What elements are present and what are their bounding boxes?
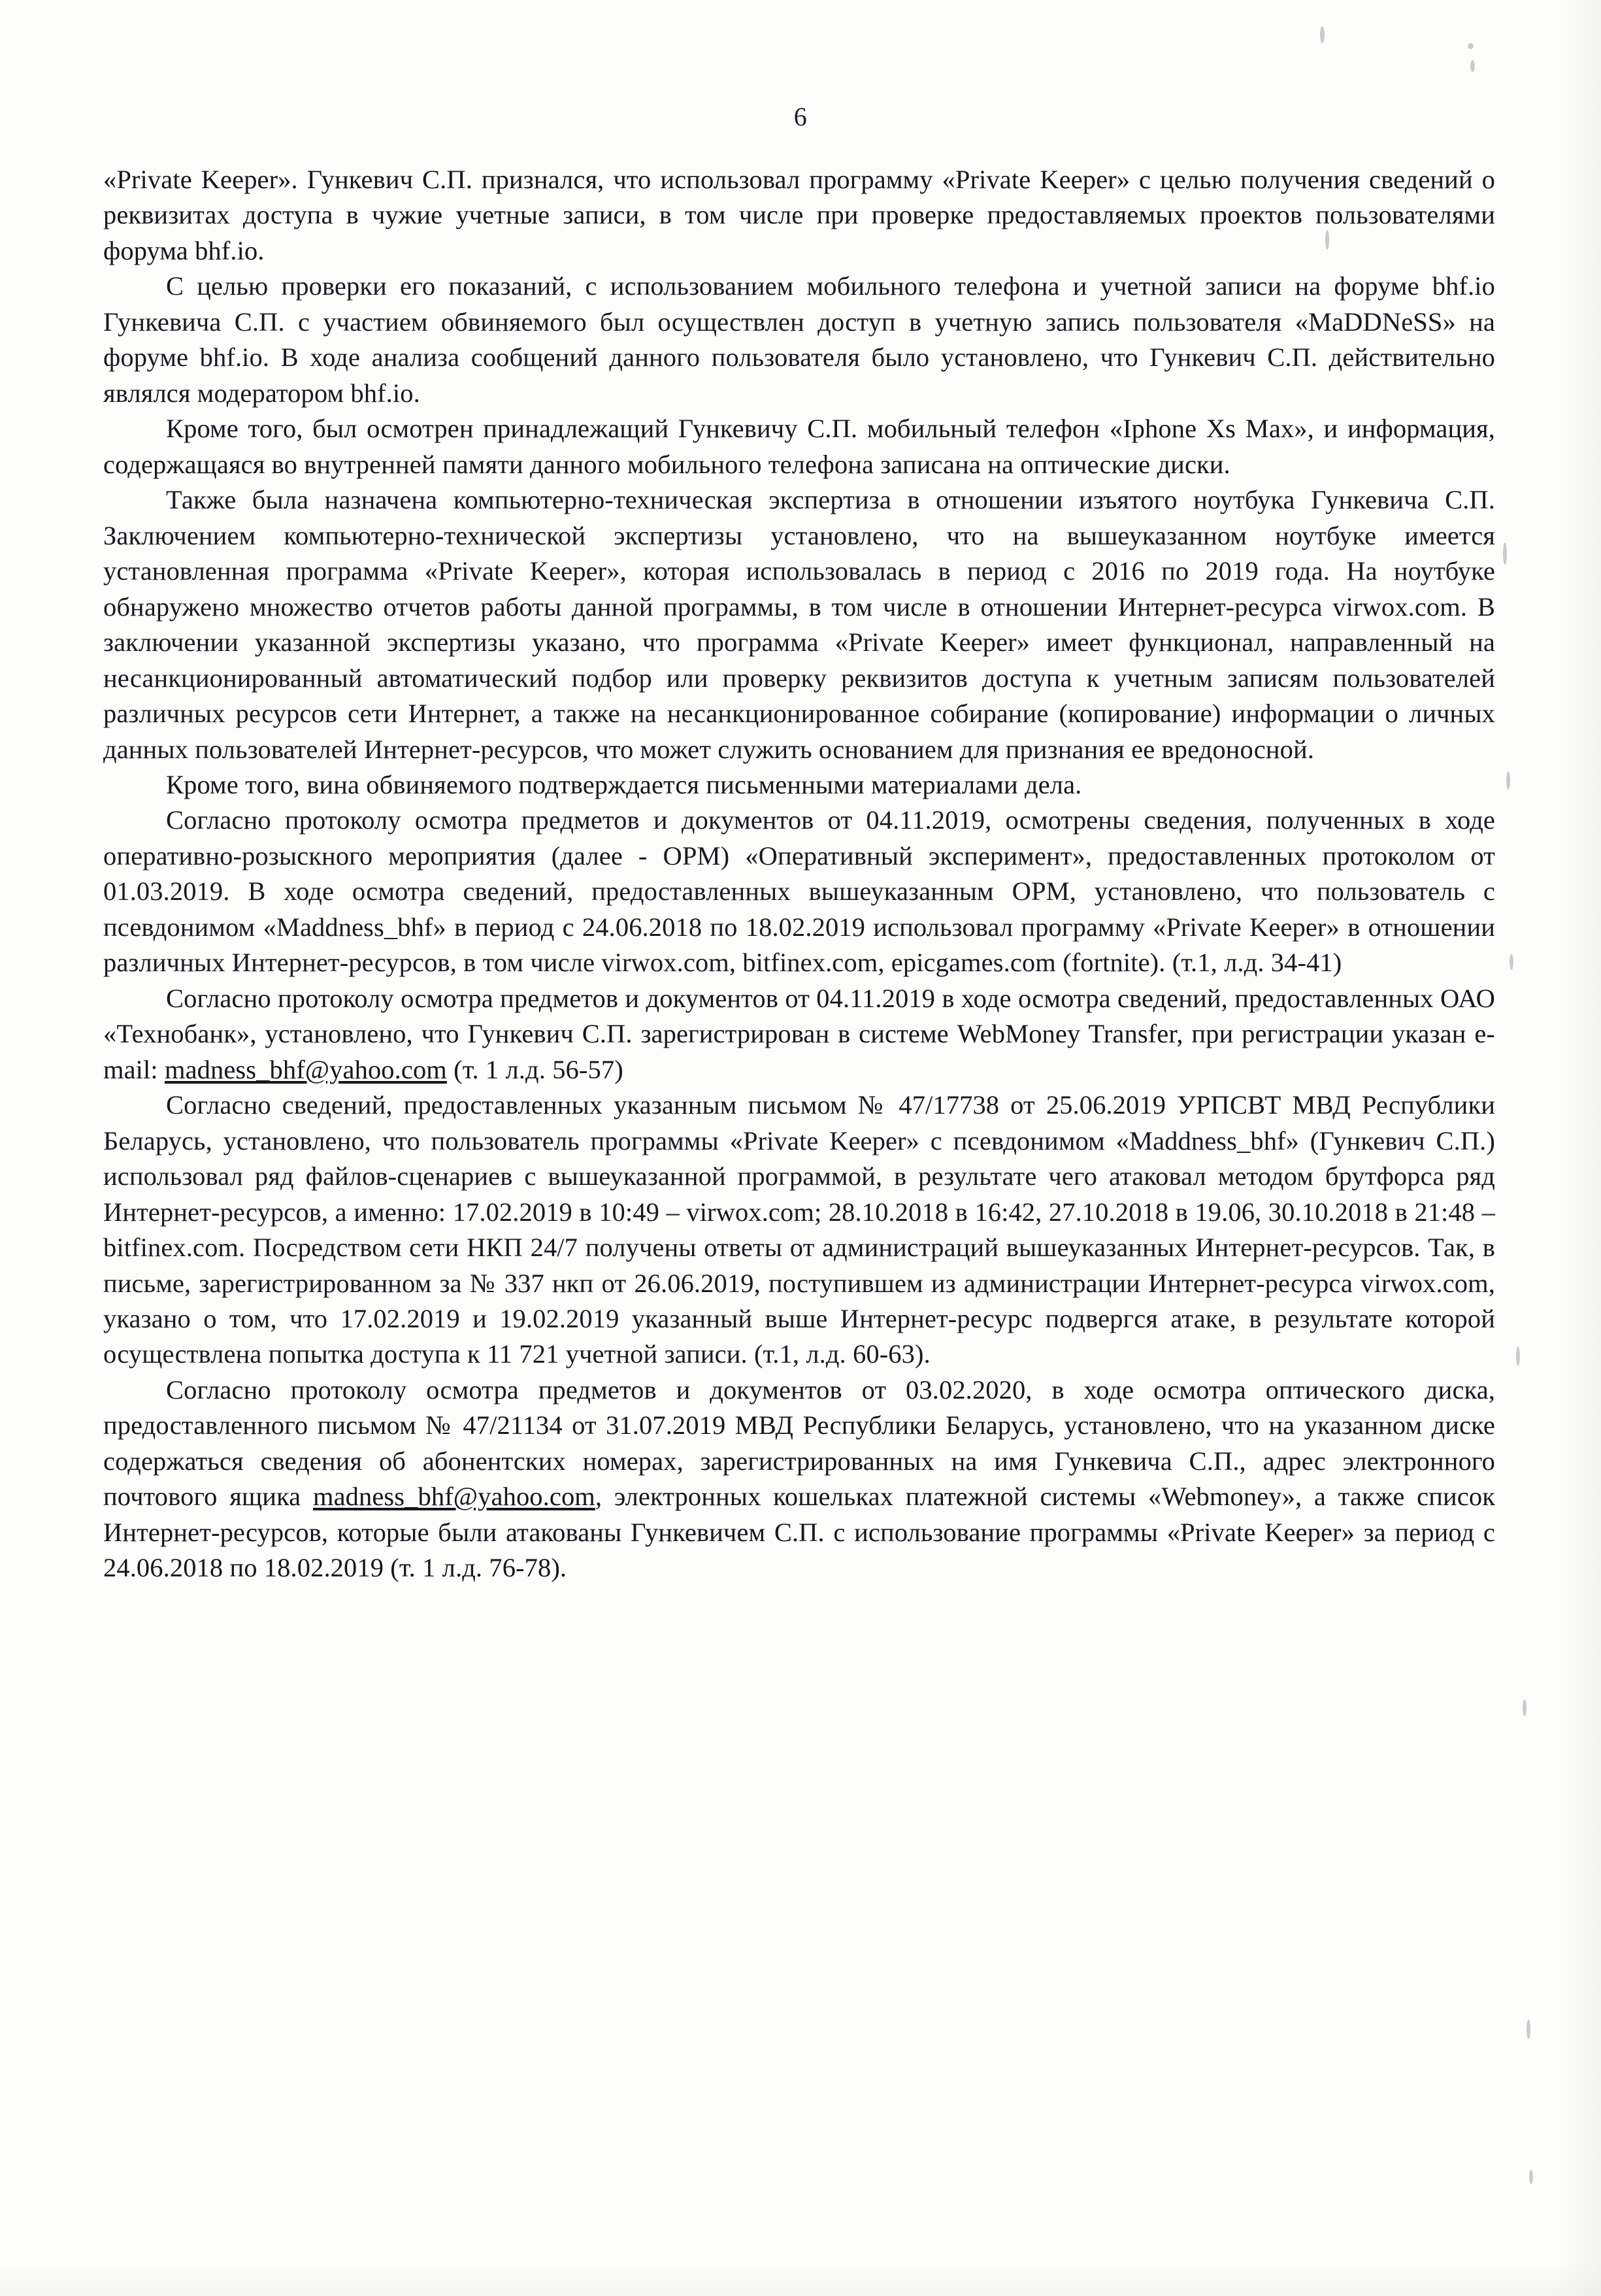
paragraph-7-text-before: Согласно протоколу осмотра предметов и документов от 04.11.2019 в ходе осмотра сведений, предоставленных ОАО «Технобанк», установлено, что Гункевич С.П. зарегистрирован в системе WebMoney Transfer, при регистрации указан e-mail: xyxy=(103,983,1495,1084)
scan-edge-shading-bottom xyxy=(0,2257,1601,2296)
email-link-disc[interactable]: madness_bhf@yahoo.com xyxy=(312,1482,595,1512)
paragraph-5: Кроме того, вина обвиняемого подтверждается письменными материалами дела. xyxy=(166,769,1082,799)
paragraph-4: Также была назначена компьютерно-техническая экспертиза в отношении изъятого ноутбука Гункевича С.П. Заключением компьютерно-технической экспертизы установлено, что на вышеуказанном ноутбуке имеется установленная программа «Private Keeper», которая использовалась в период с 2016 по 2019 года. На ноутбуке обнаружено множество отчетов работы данной программы, в том числе в отношении Интернет-ресурса virwox.com. В заключении указанной экспертизы указано, что программа «Private Keeper» имеет функционал, направленный на несанкционированный автоматический подбор или проверку реквизитов доступа к учетным записям пользователей различных ресурсов сети Интернет, а также на несанкционированное собирание (копирование) информации о личных данных пользователей Интернет-ресурсов, что может служить основанием для признания ее вредоносной. xyxy=(103,485,1495,764)
paragraph-9-text-after: , электронных кошельках платежной системы «Webmoney», а также список Интернет-ресурсов, которые были атакованы Гункевичем С.П. с использование программы «Private Keeper» за период с 24.06.2018 по 18.02.2019 (т. 1 л.д. 76-78). xyxy=(103,1482,1495,1583)
paragraph-1: «Private Keeper». Гункевич С.П. признался, что использовал программу «Private Keeper» с целью получения сведений о реквизитах доступа в чужие учетные записи, в том числе при проверке предоставляемых проектов пользователями форума bhf.io. xyxy=(103,165,1495,265)
scan-speck xyxy=(1523,1699,1527,1716)
scan-speck xyxy=(1516,1346,1520,1366)
scan-speck xyxy=(1468,43,1474,49)
scan-speck xyxy=(1527,2020,1530,2039)
scan-speck xyxy=(1506,771,1510,790)
paragraph-9-text-before: Согласно протоколу осмотра предметов и документов от 03.02.2020, в ходе осмотра оптического диска, предоставленного письмом № 47/21134 от 31.07.2019 МВД Республики Беларусь, установлено, что на указанном диске содержаться сведения об абонентских номерах, зарегистрированных на имя Гункевича С.П., адрес электронного почтового ящика xyxy=(103,1374,1495,1512)
paragraph-7-text-after: (т. 1 л.д. 56-57) xyxy=(446,1054,623,1084)
paragraph-9 xyxy=(103,1373,1495,1586)
scan-speck xyxy=(1510,954,1513,970)
page-number: 6 xyxy=(793,102,808,131)
scan-speck xyxy=(1320,26,1325,43)
paragraph-2: С целью проверки его показаний, с использованием мобильного телефона и учетной записи на форуме bhf.io Гункевича С.П. с участием обвиняемого был осуществлен доступ в учетную запись пользователя «MaDDNeSS» на форуме bhf.io. В ходе анализа сообщений данного пользователя было установлено, что Гункевич С.П. действительно являлся модератором bhf.io. xyxy=(103,271,1495,408)
paragraph-3: Кроме того, был осмотрен принадлежащий Гункевичу С.П. мобильный телефон «Iphone Xs Max», и информация, содержащаяся во внутренней памяти данного мобильного телефона записана на оптические диски. xyxy=(103,414,1495,479)
email-link-webmoney[interactable]: madness_bhf@yahoo.com xyxy=(164,1054,447,1084)
scan-speck xyxy=(1470,60,1475,72)
paragraph-7 xyxy=(103,981,1495,1088)
document-body xyxy=(103,162,1495,1586)
scan-edge-shading-right xyxy=(1555,0,1601,2296)
paragraph-8: Согласно сведений, предоставленных указанным письмом № 47/17738 от 25.06.2019 УРПСВТ МВД Республики Беларусь, установлено, что пользователь программы «Private Keeper» с псевдонимом «Maddness_bhf» (Гункевич С.П.) использовал ряд файлов-сценариев с вышеуказанной программой, в результате чего атаковал методом брутфорса ряд Интернет-ресурсов, а именно: 17.02.2019 в 10:49 – virwox.com; 28.10.2018 в 16:42, 27.10.2018 в 19.06, 30.10.2018 в 21:48 – bitfinex.com. Посредством сети НКП 24/7 получены ответы от администраций вышеуказанных Интернет-ресурсов. Так, в письме, зарегистрированном за № 337 нкп от 26.06.2019, поступившем из администрации Интернет-ресурса virwox.com, указано о том, что 17.02.2019 и 19.02.2019 указанный выше Интернет-ресурс подвергся атаке, в результате которой осуществлена попытка доступа к 11 721 учетной записи. (т.1, л.д. 60-63). xyxy=(103,1090,1495,1369)
scan-speck xyxy=(1529,2170,1533,2184)
scan-speck xyxy=(1503,542,1507,565)
paragraph-6: Согласно протоколу осмотра предметов и документов от 04.11.2019, осмотрены сведения, полученных в ходе оперативно-розыскного мероприятия (далее - ОРМ) «Оперативный эксперимент», предоставленных протоколом от 01.03.2019. В ходе осмотра сведений, предоставленных вышеуказанным ОРМ, установлено, что пользователь с псевдонимом «Maddness_bhf» в период с 24.06.2018 по 18.02.2019 использовал программу «Private Keeper» в отношении различных Интернет-ресурсов, в том числе virwox.com, bitfinex.com, epicgames.com (fortnite). (т.1, л.д. 34-41) xyxy=(103,805,1495,978)
